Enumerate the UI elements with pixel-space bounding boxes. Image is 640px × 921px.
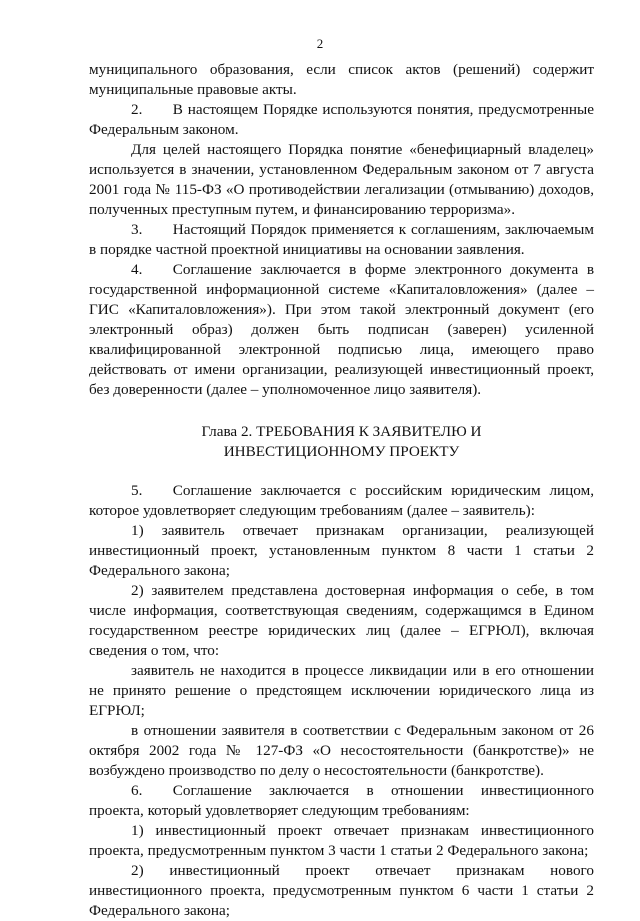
paragraph-item-6: 6. Соглашение заключается в отношении инвестиционного проекта, который удовлетворяет следующим требованиям:	[89, 782, 594, 819]
chapter-heading-line-2: ИНВЕСТИЦИОННОМУ ПРОЕКТУ	[223, 443, 460, 460]
paragraph-item-6-2: 2) инвестиционный проект отвечает признакам нового инвестиционного проекта, предусмотренным пунктом 6 части 1 статьи 2 Федерального закона;	[89, 862, 594, 919]
chapter-heading	[89, 422, 594, 462]
paragraph-item-2: 2. В настоящем Порядке используются понятия, предусмотренные Федеральным законом.	[89, 101, 594, 138]
paragraph-item-5-2: 2) заявителем представлена достоверная информация о себе, в том числе информация, соответствующая сведениям, содержащимся в Едином государственном реестре юридических лиц (далее – ЕГРЮЛ), включая сведения о том, что:	[89, 582, 594, 659]
paragraph-item-4: 4. Соглашение заключается в форме электронного документа в государственной информационной системе «Капиталовложения» (далее – ГИС «Капиталовложения»). При этом такой электронный документ (его электронный образ) должен быть подписан (заверен) усиленной квалифицированной электронной подписью лица, имеющего право действовать от имени организации, реализующей инвестиционный проект, без доверенности (далее – уполномоченное лицо заявителя).	[89, 261, 594, 398]
paragraph-item-6-1: 1) инвестиционный проект отвечает признакам инвестиционного проекта, предусмотренным пунктом 3 части 1 статьи 2 Федерального закона;	[89, 822, 594, 859]
paragraph-continuation: муниципального образования, если список актов (решений) содержит муниципальные правовые акты.	[89, 61, 594, 98]
paragraph-beneficial-owner: Для целей настоящего Порядка понятие «бенефициарный владелец» используется в значении, установленном Федеральным законом от 7 августа 2001 года № 115-ФЗ «О противодействии легализации (отмыванию) доходов, полученных преступным путем, и финансированию терроризма».	[89, 141, 594, 218]
document-body	[89, 60, 594, 921]
paragraph-bankruptcy: в отношении заявителя в соответствии с Федеральным законом от 26 октября 2002 года № 127-ФЗ «О несостоятельности (банкротстве)» не возбуждено производство по делу о несостоятельности (банкротстве).	[89, 722, 594, 779]
chapter-heading-line-1: Глава 2. ТРЕБОВАНИЯ К ЗАЯВИТЕЛЮ И	[201, 423, 482, 440]
paragraph-item-5: 5. Соглашение заключается с российским юридическим лицом, которое удовлетворяет следующим требованиям (далее – заявитель):	[89, 482, 594, 519]
paragraph-liquidation: заявитель не находится в процессе ликвидации или в его отношении не принято решение о предстоящем исключении юридического лица из ЕГРЮЛ;	[89, 662, 594, 719]
page-number: 2	[316, 36, 324, 51]
paragraph-item-3: 3. Настоящий Порядок применяется к соглашениям, заключаемым в порядке частной проектной инициативы на основании заявления.	[89, 221, 594, 258]
paragraph-item-5-1: 1) заявитель отвечает признакам организации, реализующей инвестиционный проект, установленным пунктом 8 части 1 статьи 2 Федерального закона;	[89, 522, 594, 579]
